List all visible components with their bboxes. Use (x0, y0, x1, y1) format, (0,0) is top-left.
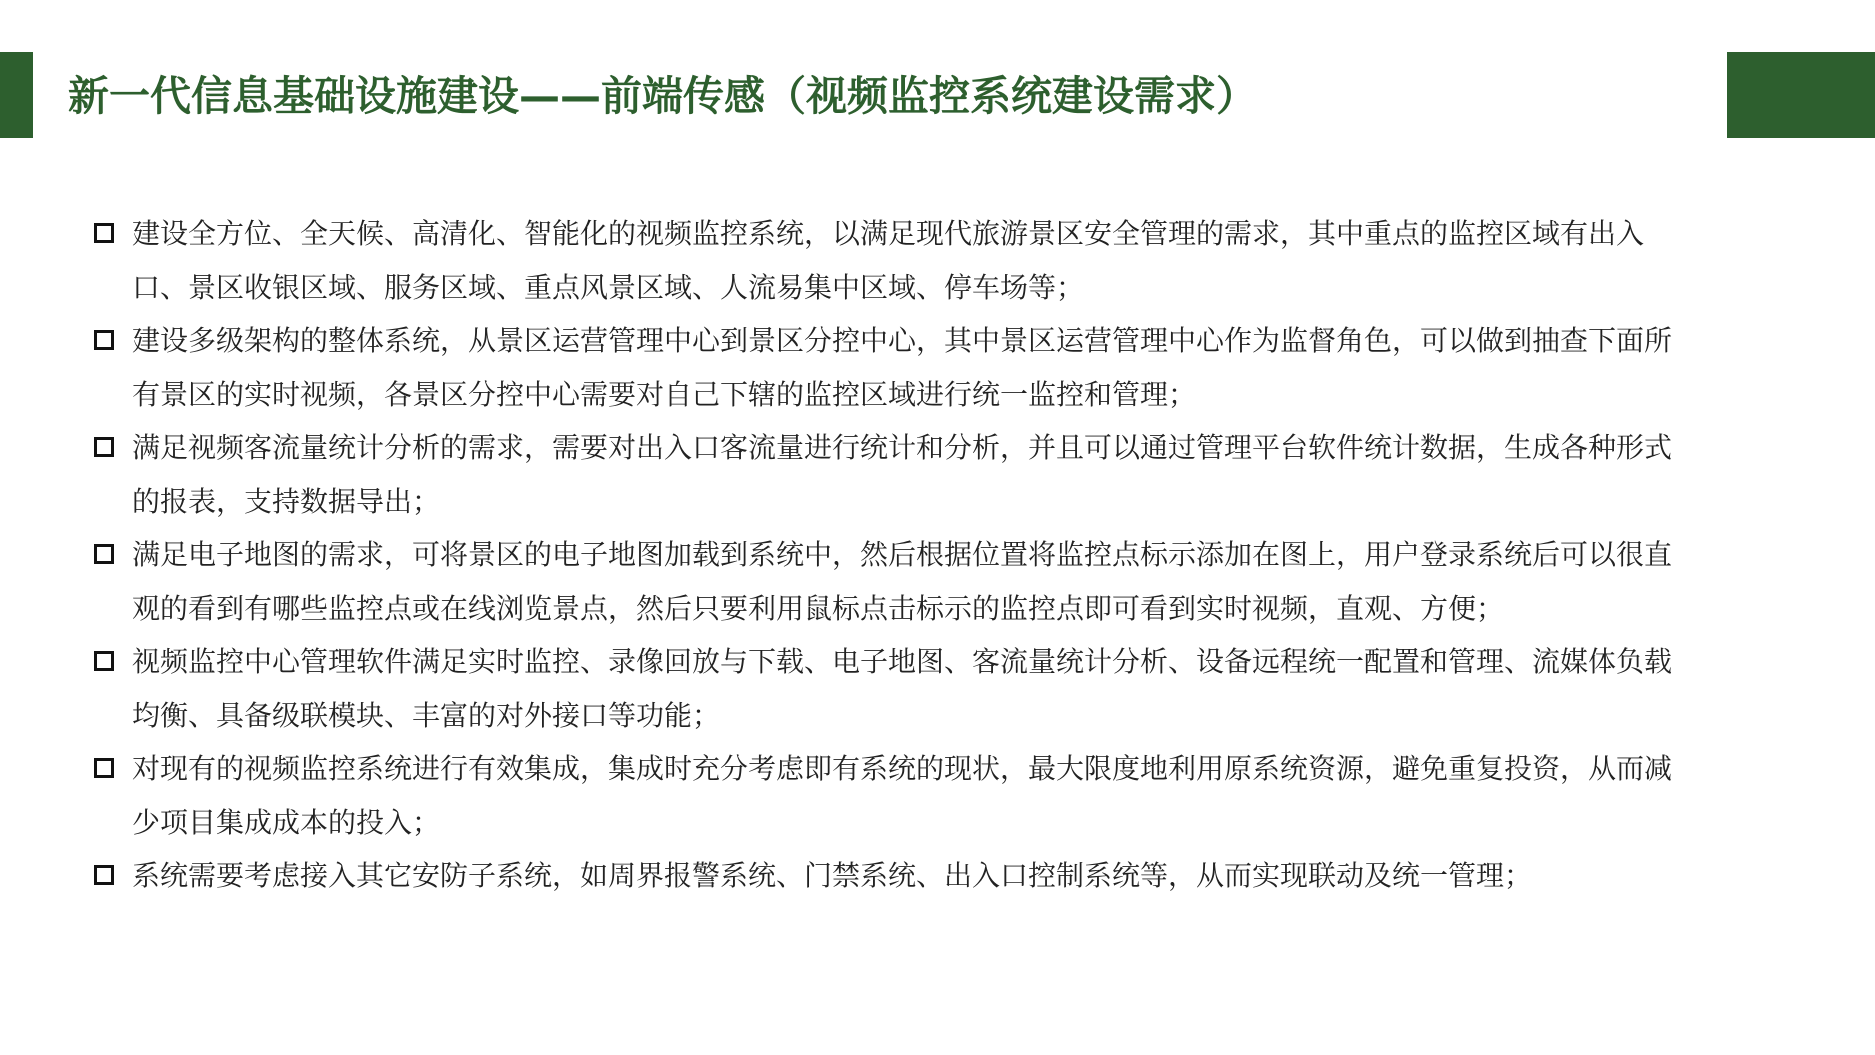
hollow-square-icon (94, 437, 114, 457)
hollow-square-icon (94, 223, 114, 243)
list-item (92, 742, 1672, 849)
list-item (92, 528, 1672, 635)
title-accent-bar-left (0, 52, 33, 138)
requirements-list (92, 207, 1672, 903)
list-item-text: 满足视频客流量统计分析的需求，需要对出入口客流量进行统计和分析，并且可以通过管理平台软件统计数据，生成各种形式的报表，支持数据导出； (132, 431, 1673, 518)
page-title: 新一代信息基础设施建设——前端传感（视频监控系统建设需求） (68, 72, 1257, 120)
hollow-square-icon (94, 651, 114, 671)
hollow-square-icon (94, 330, 114, 350)
list-item (92, 849, 1672, 903)
hollow-square-icon (94, 544, 114, 564)
title-accent-bar-right (1727, 52, 1875, 138)
list-item-text: 系统需要考虑接入其它安防子系统，如周界报警系统、门禁系统、出入口控制系统等，从而实现联动及统一管理； (132, 859, 1533, 892)
list-item (92, 314, 1672, 421)
list-item (92, 635, 1672, 742)
list-item-text: 建设全方位、全天候、高清化、智能化的视频监控系统，以满足现代旅游景区安全管理的需求，其中重点的监控区域有出入口、景区收银区域、服务区域、重点风景区域、人流易集中区域、停车场等； (132, 217, 1645, 304)
list-item-text: 对现有的视频监控系统进行有效集成，集成时充分考虑即有系统的现状，最大限度地利用原系统资源，避免重复投资，从而减少项目集成成本的投入； (132, 752, 1673, 839)
list-item-text: 建设多级架构的整体系统，从景区运营管理中心到景区分控中心，其中景区运营管理中心作为监督角色，可以做到抽查下面所有景区的实时视频，各景区分控中心需要对自己下辖的监控区域进行统一监控和管理； (132, 324, 1673, 411)
list-item-text: 视频监控中心管理软件满足实时监控、录像回放与下载、电子地图、客流量统计分析、设备远程统一配置和管理、流媒体负载均衡、具备级联模块、丰富的对外接口等功能； (132, 645, 1673, 732)
list-item-text: 满足电子地图的需求，可将景区的电子地图加载到系统中，然后根据位置将监控点标示添加在图上，用户登录系统后可以很直观的看到有哪些监控点或在线浏览景点，然后只要利用鼠标点击标示的监控点即可看到实时视频，直观、方便； (132, 538, 1673, 625)
list-item (92, 421, 1672, 528)
hollow-square-icon (94, 758, 114, 778)
list-item (92, 207, 1672, 314)
hollow-square-icon (94, 865, 114, 885)
